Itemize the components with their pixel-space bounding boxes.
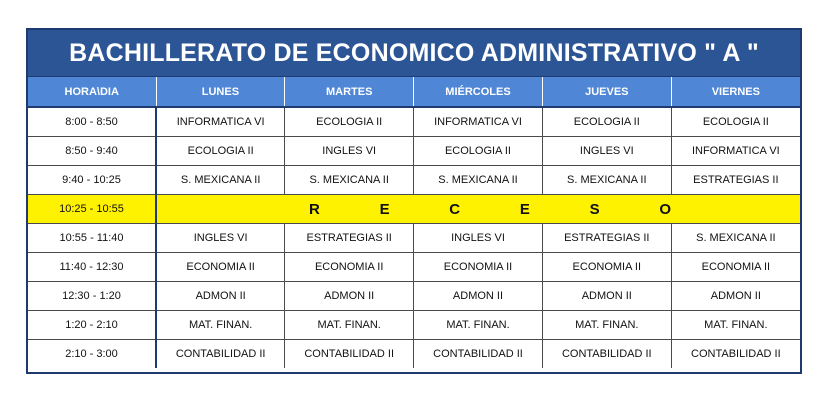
table-row: [28, 253, 800, 282]
recess-letters: [309, 201, 671, 218]
header-monday: LUNES: [156, 77, 285, 107]
hour-cell: 8:50 - 9:40: [28, 137, 156, 166]
header-wednesday: MIÉRCOLES: [414, 77, 543, 107]
class-cell: MAT. FINAN.: [671, 311, 800, 340]
class-cell: S. MEXICANA II: [671, 224, 800, 253]
class-cell: ECONOMIA II: [671, 253, 800, 282]
class-cell: S. MEXICANA II: [542, 166, 671, 195]
class-cell: ECONOMIA II: [285, 253, 414, 282]
table-row: [28, 340, 800, 369]
class-cell: CONTABILIDAD II: [414, 340, 543, 369]
class-cell: ECONOMIA II: [156, 253, 285, 282]
hour-cell: 11:40 - 12:30: [28, 253, 156, 282]
class-cell: ECONOMIA II: [414, 253, 543, 282]
class-cell: CONTABILIDAD II: [691, 348, 781, 360]
class-cell: ADMON II: [414, 282, 543, 311]
class-cell: ECOLOGIA II: [285, 107, 414, 137]
header-tuesday: MARTES: [285, 77, 414, 107]
class-cell: MAT. FINAN.: [285, 311, 414, 340]
table-row: [28, 224, 800, 253]
class-cell: CONTABILIDAD II: [542, 340, 671, 369]
recess-letter: R: [309, 200, 320, 218]
table-row: [28, 137, 800, 166]
class-cell: ESTRATEGIAS II: [671, 166, 800, 195]
header-thursday: JUEVES: [542, 77, 671, 107]
schedule-table: [28, 77, 800, 368]
class-cell: S. MEXICANA II: [285, 166, 414, 195]
class-cell: S. MEXICANA II: [414, 166, 543, 195]
class-cell: S. MEXICANA II: [156, 166, 285, 195]
class-cell: ECOLOGIA II: [414, 137, 543, 166]
class-cell: CONTABILIDAD II: [285, 340, 414, 369]
class-cell: INGLES VI: [156, 224, 285, 253]
hour-cell: 8:00 - 8:50: [28, 107, 156, 137]
recess-letter: E: [379, 200, 390, 218]
class-cell: ADMON II: [156, 282, 285, 311]
class-cell: INFORMATICA VI: [671, 137, 800, 166]
schedule-title: BACHILLERATO DE ECONOMICO ADMINISTRATIVO " A ": [28, 30, 800, 77]
class-cell: INFORMATICA VI: [414, 107, 543, 137]
hour-cell: 2:10 - 3:00: [28, 340, 156, 369]
recess-letter: E: [519, 200, 530, 218]
recess-hour-cell: 10:25 - 10:55: [28, 195, 156, 224]
table-row: [28, 311, 800, 340]
class-cell: INFORMATICA VI: [156, 107, 285, 137]
class-cell: MAT. FINAN.: [156, 311, 285, 340]
table-row: [28, 282, 800, 311]
recess-letter: S: [589, 200, 600, 218]
recess-row: [28, 195, 800, 224]
class-cell: ESTRATEGIAS II: [542, 224, 671, 253]
table-row: [28, 107, 800, 137]
class-cell: ECONOMIA II: [542, 253, 671, 282]
class-cell: INGLES VI: [285, 137, 414, 166]
class-cell: ESTRATEGIAS II: [285, 224, 414, 253]
hour-cell: 9:40 - 10:25: [28, 166, 156, 195]
hour-cell: 10:55 - 11:40: [28, 224, 156, 253]
header-row: [28, 77, 800, 107]
class-cell: ECOLOGIA II: [542, 107, 671, 137]
hour-cell: 12:30 - 1:20: [28, 282, 156, 311]
recess-letter: O: [659, 200, 671, 218]
class-cell: ADMON II: [285, 282, 414, 311]
class-cell: CONTABILIDAD II: [156, 340, 285, 369]
hour-cell: 1:20 - 2:10: [28, 311, 156, 340]
class-cell: ADMON II: [542, 282, 671, 311]
recess-label: [156, 195, 800, 224]
recess-letter: C: [449, 200, 461, 218]
class-cell: ADMON II: [671, 282, 800, 311]
class-cell: ECOLOGIA II: [671, 107, 800, 137]
class-cell: MAT. FINAN.: [414, 311, 543, 340]
table-row: [28, 166, 800, 195]
class-cell: INGLES VI: [414, 224, 543, 253]
class-cell: MAT. FINAN.: [542, 311, 671, 340]
class-cell: ECOLOGIA II: [156, 137, 285, 166]
header-hour: HORA\DIA: [28, 77, 156, 107]
schedule-frame: [26, 28, 802, 374]
class-cell: INGLES VI: [542, 137, 671, 166]
header-friday: VIERNES: [671, 77, 800, 107]
